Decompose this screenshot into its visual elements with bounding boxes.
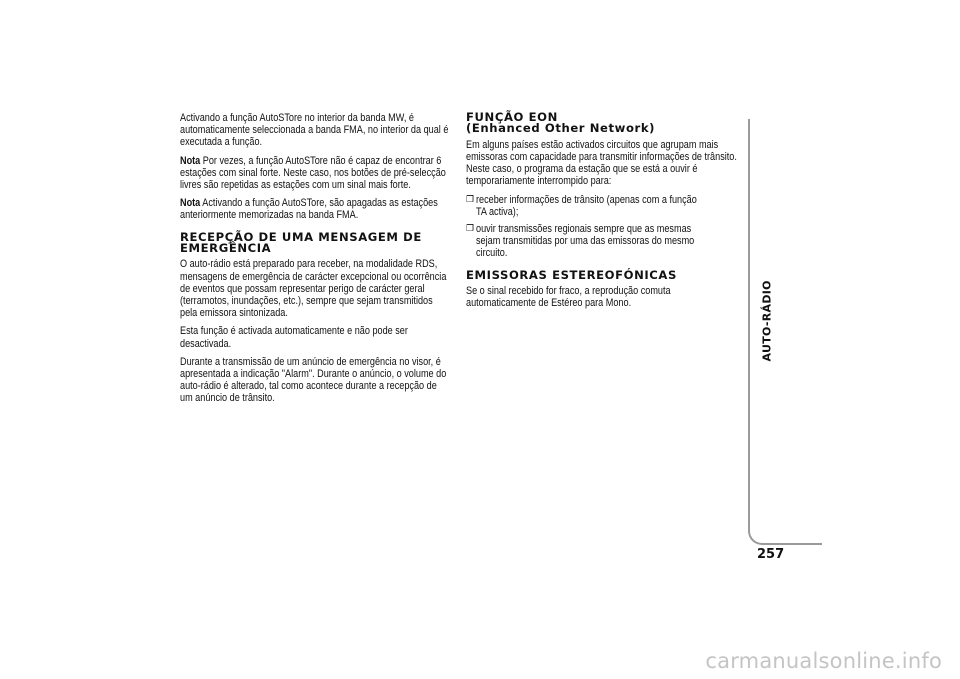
watermark: carmanualsonline.info bbox=[705, 649, 942, 673]
paragraph-autostore-mw: Activando a função AutoSTore no interior da banda MW, é automaticamente seleccionada a banda FMA, no interior da qual é executada a função. bbox=[180, 112, 449, 149]
left-column bbox=[180, 112, 452, 411]
paragraph-stereo-mono: Se o sinal recebido for fraco, a reprodução comuta automaticamente de Estéreo para Mono. bbox=[466, 285, 671, 310]
note-text: Por vezes, a função AutoSTore não é capaz de encontrar 6 estações com sinal forte. Neste caso, nos botões de pré-selecção livres são repetidas as estações com um sinal mais forte. bbox=[180, 154, 446, 192]
paragraph-emergency-auto: Esta função é activada automaticamente e não pode ser desactivada. bbox=[180, 325, 408, 350]
paragraph-emergency-intro: O auto-rádio está preparado para receber, na modalidade RDS, mensagens de emergência de carácter excepcional ou ocorrência de eventos que possam representar perigo de carácter geral (terramotos, inundações, etc.), sempre que sejam transmitidos pela emissora sintonizada. bbox=[180, 258, 447, 320]
note-label: Nota bbox=[180, 197, 201, 210]
paragraph-emergency-alarm: Durante a transmissão de um anúncio de emergência no visor, é apresentada a indicação "Alarm". Durante o anúncio, o volume do auto-rádio é alterado, tal como acontece durante a recepção de um anúncio de trânsito. bbox=[180, 355, 447, 405]
list-item bbox=[466, 223, 742, 260]
bullet-text: ouvir transmissões regionais sempre que as mesmas sejam transmitidas por uma das emissoras do mesmo circuito. bbox=[476, 223, 695, 260]
section-label bbox=[756, 280, 778, 366]
heading-eon-line1: FUNÇÃO EON bbox=[466, 110, 558, 124]
heading-emergency-message: RECEPÇÃO DE UMA MENSAGEM DE EMERGÊNCIA bbox=[180, 229, 422, 256]
note-text: Activando a função AutoSTore, são apagadas as estações anteriormente memorizadas na banda FMA. bbox=[180, 197, 438, 222]
heading-eon bbox=[466, 112, 742, 135]
bullet-text: receber informações de trânsito (apenas com a função TA activa); bbox=[476, 193, 697, 218]
note-paragraph-1 bbox=[180, 155, 451, 192]
right-column bbox=[466, 112, 742, 315]
page-number: 257 bbox=[757, 547, 785, 562]
note-label: Nota bbox=[180, 154, 201, 167]
note-paragraph-2 bbox=[180, 197, 451, 221]
checkbox-bullet-icon: ❐ bbox=[466, 224, 475, 235]
paragraph-eon-intro: Em alguns países estão activados circuitos que agrupam mais emissoras com capacidade para transmitir informações de trânsito. Neste caso, o programa da estação que se está a ouvir é temporariamente interrompido para: bbox=[466, 138, 737, 188]
heading-stereo-stations: EMISSORAS ESTEREOFÓNICAS bbox=[466, 267, 677, 282]
section-label-text: AUTO-RÁDIO bbox=[760, 280, 774, 362]
heading-eon-line2: (Enhanced Other Network) bbox=[466, 121, 656, 136]
list-item bbox=[466, 194, 742, 218]
checkbox-bullet-icon: ❐ bbox=[466, 194, 475, 205]
